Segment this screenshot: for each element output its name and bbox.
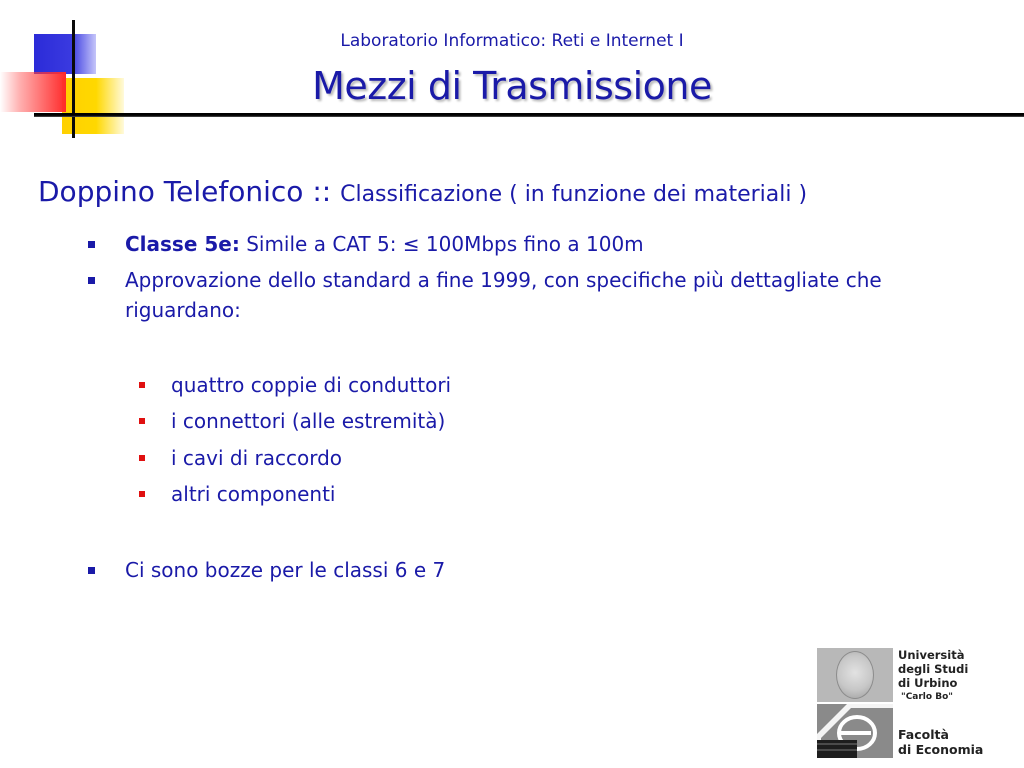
university-name-line: Università xyxy=(898,648,965,662)
faculty-emblem-svg xyxy=(817,704,893,758)
square-bullet-icon xyxy=(88,277,95,284)
sub-bullet-text: i connettori (alle estremità) xyxy=(171,409,446,433)
sub-bullet-text: quattro coppie di conduttori xyxy=(171,373,452,397)
red-square-bullet-icon xyxy=(139,382,145,388)
red-square-bullet-icon xyxy=(139,491,145,497)
economics-faculty-icon xyxy=(817,704,893,758)
university-logo xyxy=(817,648,993,758)
red-square-bullet-icon xyxy=(139,455,145,461)
seal-emblem xyxy=(836,651,874,699)
header-subtitle-text: Laboratorio Informatico: Reti e Internet I xyxy=(340,31,684,51)
red-square-bullet-icon xyxy=(139,418,145,424)
sub-bullet-text: altri componenti xyxy=(171,482,336,506)
bullet-text: Ci sono bozze per le classi 6 e 7 xyxy=(125,558,446,582)
content-heading-main: Doppino Telefonico :: xyxy=(38,175,341,208)
bullet-strong-label: Classe 5e: xyxy=(125,232,240,256)
faculty-name xyxy=(898,727,983,757)
university-name-line: "Carlo Bo" xyxy=(901,692,953,702)
bullet-text: Approvazione dello standard a fine 1999, con specifiche più dettagliate che riguardano: xyxy=(125,268,882,322)
faculty-name-line: Facoltà xyxy=(898,727,949,742)
university-name-line: di Urbino xyxy=(898,676,958,690)
bullet-text xyxy=(125,229,955,259)
university-name xyxy=(898,648,968,704)
bullet-body: Simile a CAT 5: ≤ 100Mbps fino a 100m xyxy=(239,232,644,256)
university-name-line: degli Studi xyxy=(898,662,969,676)
slide-title: Mezzi di Trasmissione xyxy=(312,64,712,108)
square-bullet-icon xyxy=(88,241,95,248)
university-seal-icon xyxy=(817,648,893,702)
faculty-name-line: di Economia xyxy=(898,742,984,757)
sub-bullet-text: i cavi di raccordo xyxy=(171,446,343,470)
header-subtitle xyxy=(0,31,1024,51)
content-heading-sub: Classificazione ( in funzione dei materiali ) xyxy=(340,182,808,207)
square-bullet-icon xyxy=(88,567,95,574)
header-divider-line xyxy=(34,113,1024,117)
content-heading xyxy=(38,175,807,208)
